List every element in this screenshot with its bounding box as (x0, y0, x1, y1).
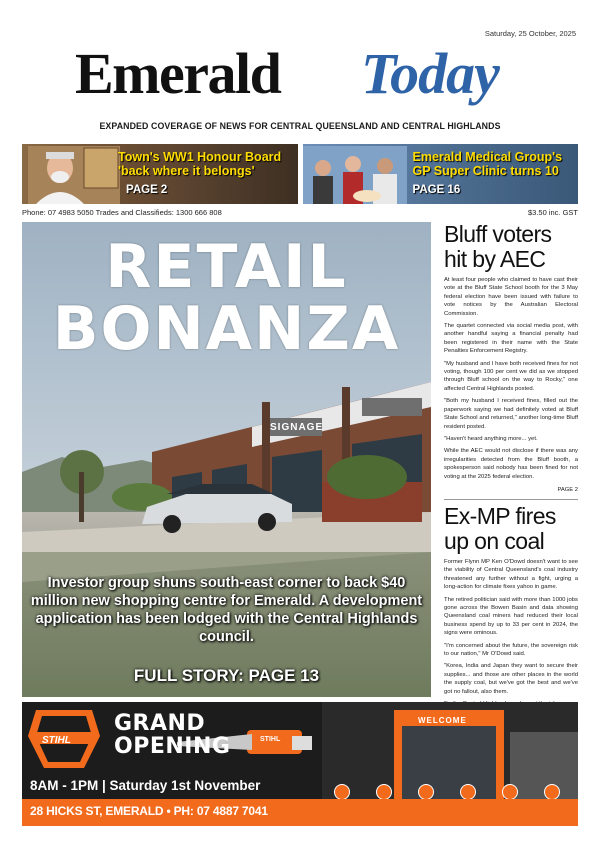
cover-price: $3.50 inc. GST (527, 208, 578, 217)
hero-feature[interactable] (22, 222, 431, 697)
story2-headline: Ex-MP fires up on coal (444, 502, 556, 554)
teaser-medical-page: PAGE 16 (412, 184, 461, 196)
sausage-icon (334, 784, 350, 800)
story2-paragraph: "I'm concerned about the future, the sovereign risk to our nation," Mr O'Dowd said. (444, 642, 578, 657)
ad-address-bar (22, 799, 578, 826)
castle-icon (544, 784, 560, 800)
stihl-grand-opening-ad[interactable] (22, 702, 578, 826)
teaser-honour-page: PAGE 2 (126, 184, 168, 196)
clinic-staff-photo (303, 146, 407, 204)
ad-title (114, 712, 230, 758)
story1-headline: Bluff voters hit by AEC (444, 221, 552, 272)
masthead-today: Today (361, 41, 499, 106)
masthead-emerald: Emerald (75, 41, 281, 106)
story1-paragraph: The quartet connected via social media post, with another handful saying a financial penalty had been registered in their name with the State Penalties Enforcement Registry. (444, 323, 578, 355)
story1-paragraph: "My husband and I have both received fines for not voting, though 100 per cent we did as we stopped through Bluff school on the way to Rocky," one affected Central Highlands posted. (444, 360, 578, 392)
teaser-honour-board[interactable] (22, 144, 298, 204)
story2-paragraph: "Korea, India and Japan they want to secure their supplies... and those are other places in the world the supply coal, but we've got the best and we've got no fallout, also them. (444, 663, 578, 695)
story2-paragraph: The retired politician said with more than 1000 jobs gone across the Bowen Basin and data showing Queensland coal miners had reduced their local business spend by up to 33 per cent in 2024, the signs were ominous. (444, 596, 578, 637)
teaser-medical-group[interactable] (303, 144, 579, 204)
stihl-brand: STIHL (42, 735, 71, 746)
story1-paragraph: At least four people who claimed to have cast their vote at the Bluff State School booth for the 3 May federal election have been issued with failure to vote notices by the Australian Electoral Commission. (444, 277, 578, 317)
story-bluff-voters[interactable] (444, 222, 578, 493)
story1-paragraph: "Both my husband I received fines, filled out the paperwork saying we had definitely voted at Bluff State School and returned," another long-time Bluff resident posted. (444, 398, 578, 430)
tagline: EXPANDED COVERAGE OF NEWS FOR CENTRAL QUEENSLAND AND CENTRAL HIGHLANDS (99, 121, 501, 131)
veteran-photo (28, 146, 120, 204)
ad-event-time: 8AM - 1PM | Saturday 1st November (30, 778, 261, 793)
side-column (444, 222, 578, 766)
welcome-sign: WELCOME (418, 716, 467, 725)
microphone-icon (376, 784, 392, 800)
teaser-medical-title-1: Emerald Medical Group's (412, 150, 563, 164)
teaser-medical-title-2: GP Super Clinic turns 10 (412, 164, 559, 178)
coffee-icon (418, 784, 434, 800)
building-signage: SIGNAGE (270, 422, 324, 433)
story1-paragraph: "Haven't heard anything more... yet. (444, 435, 538, 442)
animal-icon (502, 784, 518, 800)
story1-page-ref[interactable]: PAGE 2 (557, 486, 578, 493)
chainsaw-label: STIHL (260, 736, 281, 743)
hero-headline (22, 232, 431, 364)
teaser-honour-title-1: Town's WW1 Honour Board (118, 150, 282, 164)
teaser-strip (22, 144, 578, 204)
story2-paragraph: Former Flynn MP Ken O'Dowd doesn't want to see the viability of Central Queensland's coal industry threatened any further without a fight, urging a long-action for climate fixes yahoo in game. (444, 558, 578, 591)
hero-headline-line1: RETAIL (105, 232, 348, 302)
contact-phone: Phone: 07 4983 5050 Trades and Classifieds: 1300 666 808 (22, 208, 222, 217)
publication-date: Saturday, 25 October, 2025 (484, 29, 576, 38)
story1-paragraph: While the AEC would not disclose if there was any irregularities detected from the Bluff booth, a spokesperson said nobody has been fined for not voting at the 2025 federal election. (444, 448, 578, 480)
ad-address[interactable]: 28 HICKS ST, EMERALD • PH: 07 4887 7041 (30, 804, 268, 818)
column-divider (444, 499, 578, 500)
teaser-honour-title-2: 'back where it belongs' (118, 164, 255, 178)
masthead[interactable] (0, 40, 600, 116)
hero-headline-line2: BONANZA (52, 294, 401, 364)
ad-title-line1: GRAND (114, 711, 206, 736)
paint-icon (460, 784, 476, 800)
ad-title-line2: OPENING (114, 734, 231, 759)
hero-full-story[interactable]: FULL STORY: PAGE 13 (133, 666, 320, 685)
hero-subhead: Investor group shuns south-east corner to back $40 million new shopping centre for Emerald. A development application has been lodged with the Central Highlands council. (30, 575, 423, 645)
